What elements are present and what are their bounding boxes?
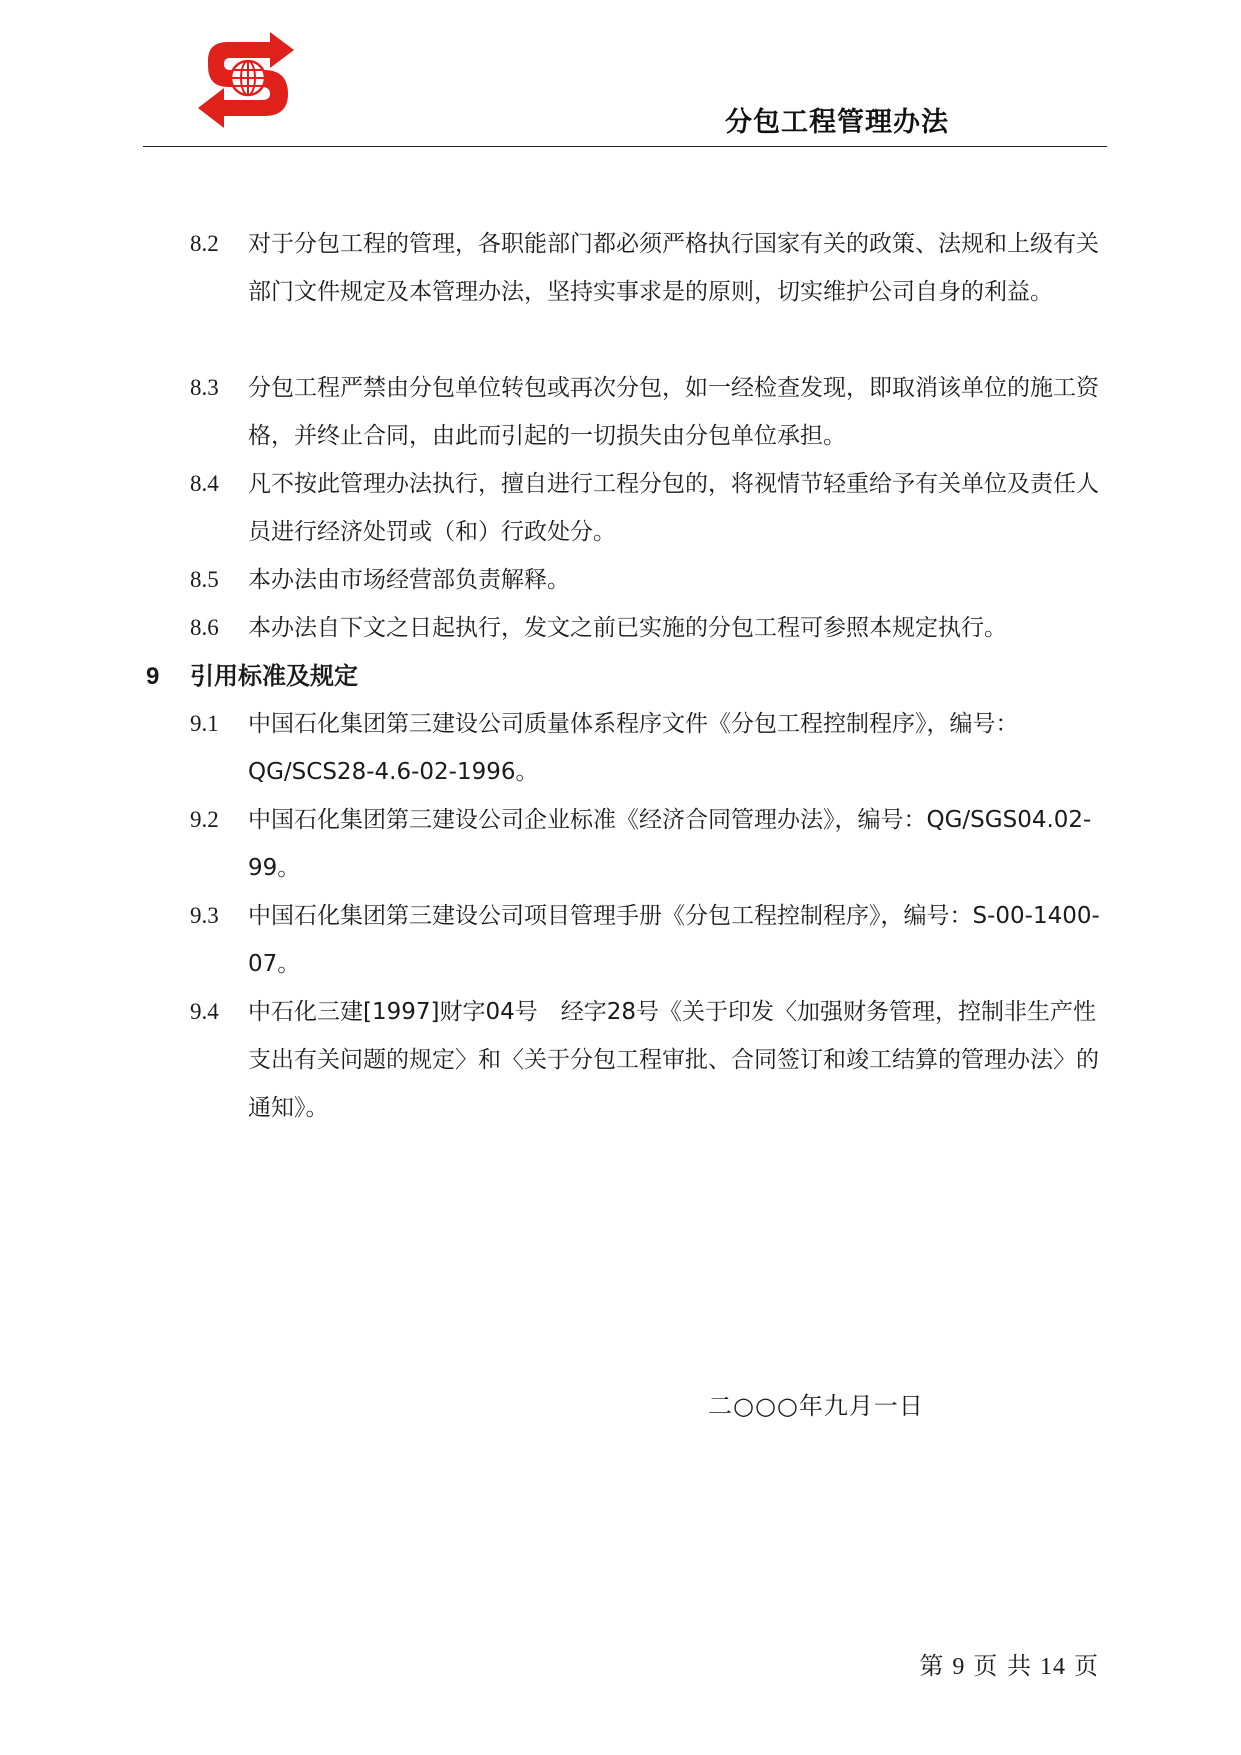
- current-page-number: 9: [952, 1654, 966, 1680]
- total-pages-number: 14: [1040, 1654, 1066, 1680]
- clause-text: 对于分包工程的管理，各职能部门都必须严格执行国家有关的政策、法规和上级有关部门文件规定及本管理办法，坚持实事求是的原则，切实维护公司自身的利益。: [248, 231, 1099, 305]
- footer-middle: 页 共: [973, 1652, 1032, 1680]
- clause-text: 凡不按此管理办法执行，擅自进行工程分包的，将视情节轻重给予有关单位及责任人员进行经济处罚或（和）行政处分。: [248, 471, 1099, 545]
- clause-text: 中石化三建[1997]财字04号 经字28号《关于印发〈加强财务管理，控制非生产性支出有关问题的规定〉和〈关于分包工程审批、合同签订和竣工结算的管理办法〉的通知》。: [248, 999, 1099, 1121]
- clause-text: 中国石化集团第三建设公司企业标准《经济合同管理办法》，编号：QG/SGS04.02-99。: [248, 807, 1092, 881]
- clause-8-2: [190, 220, 1102, 316]
- document-title: 分包工程管理办法: [725, 107, 949, 138]
- clause-9-3: [190, 892, 1102, 988]
- issue-date: 二○○○年九月一日: [708, 1392, 924, 1420]
- clause-number: 8.4: [190, 471, 219, 496]
- footer-prefix: 第: [919, 1652, 945, 1680]
- section-title: 引用标准及规定: [190, 662, 358, 690]
- clause-text: 中国石化集团第三建设公司项目管理手册《分包工程控制程序》，编号：S-00-1400-07。: [248, 903, 1100, 977]
- clause-9-4: [190, 988, 1102, 1132]
- clause-number: 9.3: [190, 903, 219, 928]
- page-footer: [919, 1646, 1099, 1681]
- clause-number: 9.1: [190, 711, 219, 736]
- clause-number: 8.6: [190, 615, 219, 640]
- clause-number: 8.3: [190, 375, 219, 400]
- clause-9-2: [190, 796, 1102, 892]
- clause-number: 8.2: [190, 231, 219, 256]
- clause-text: 本办法由市场经营部负责解释。: [248, 567, 570, 593]
- clause-8-3: [190, 364, 1102, 460]
- clause-text: 分包工程严禁由分包单位转包或再次分包，如一经检查发现，即取消该单位的施工资格，并终止合同，由此而引起的一切损失由分包单位承担。: [248, 375, 1099, 449]
- header-divider: [143, 146, 1107, 147]
- footer-suffix: 页: [1074, 1652, 1099, 1680]
- section-number: 9: [146, 663, 160, 690]
- clause-9-1: [190, 700, 1102, 796]
- clause-number: 9.2: [190, 807, 219, 832]
- clause-number: 8.5: [190, 567, 219, 592]
- clause-8-6: [190, 604, 1102, 652]
- clause-number: 9.4: [190, 999, 219, 1024]
- clause-8-5: [190, 556, 1102, 604]
- clause-text: 本办法自下文之日起执行，发文之前已实施的分包工程可参照本规定执行。: [248, 615, 1007, 641]
- company-logo-icon: [194, 30, 298, 130]
- section-9-heading: [146, 652, 358, 701]
- clause-8-4: [190, 460, 1102, 556]
- clause-text: 中国石化集团第三建设公司质量体系程序文件《分包工程控制程序》，编号：QG/SCS28-4.6-02-1996。: [248, 711, 1019, 785]
